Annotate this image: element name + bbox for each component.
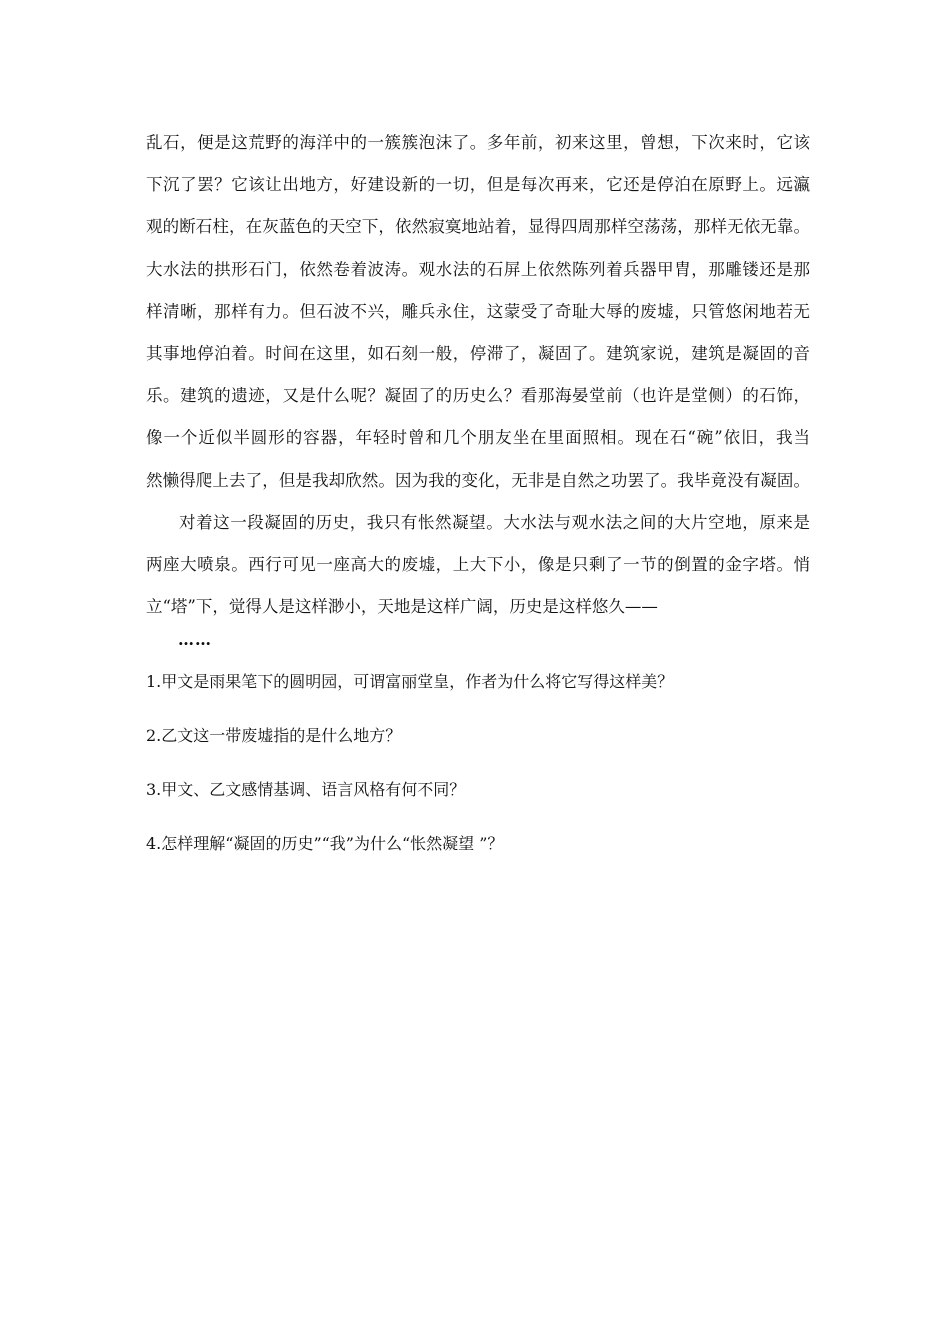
passage-line: 对着这一段凝固的历史，我只有怅然凝望。大水法与观水法之间的大片空地，原来是 (179, 512, 810, 532)
passage-line: 乐。建筑的遗迹，又是什么呢？凝固了的历史么？看那海晏堂前（也许是堂侧）的石饰， (146, 386, 810, 406)
passage-line: 乱石，便是这荒野的海洋中的一簇簇泡沫了。多年前，初来这里，曾想，下次来时，它该 (146, 133, 810, 152)
passage-line: 像一个近似半圆形的容器，年轻时曾和几个朋友坐在里面照相。现在石“碗”依旧，我当 (146, 428, 810, 448)
passage-text (146, 122, 810, 652)
question-item: 1.甲文是雨果笔下的圆明园，可谓富丽堂皇，作者为什么将它写得这样美？ (146, 672, 674, 691)
question-item: 2.乙文这一带废墟指的是什么地方？ (146, 726, 402, 745)
passage-line: 两座大喷泉。西行可见一座高大的废墟，上大下小，像是只剩了一节的倒置的金字塔。悄 (146, 555, 810, 575)
question-item: 3.甲文、乙文感情基调、语言风格有何不同？ (146, 780, 466, 799)
passage-ellipsis: …… (178, 630, 212, 650)
passage-line: 然懒得爬上去了，但是我却欣然。因为我的变化，无非是自然之功罢了。我毕竟没有凝固。 (146, 470, 810, 490)
question-list (146, 670, 810, 886)
passage-line: 样清晰，那样有力。但石波不兴，雕兵永住，这蒙受了奇耻大辱的废墟，只管悠闲地若无 (146, 301, 810, 321)
question-item: 4.怎样理解“凝固的历史”“我”为什么“怅然凝望 ”？ (146, 834, 504, 853)
passage-line: 观的断石柱，在灰蓝色的天空下，依然寂寞地站着，显得四周那样空荡荡，那样无依无靠。 (146, 217, 810, 237)
passage-line: 立“塔”下，觉得人是这样渺小，天地是这样广阔，历史是这样悠久—— (146, 597, 658, 617)
passage-line: 其事地停泊着。时间在这里，如石刻一般，停滞了，凝固了。建筑家说，建筑是凝固的音 (146, 344, 810, 364)
passage-line: 大水法的拱形石门，依然卷着波涛。观水法的石屏上依然陈列着兵器甲胄，那雕镂还是那 (146, 259, 810, 279)
passage-line: 下沉了罢？它该让出地方，好建设新的一切，但是每次再来，它还是停泊在原野上。远瀛 (146, 175, 810, 195)
